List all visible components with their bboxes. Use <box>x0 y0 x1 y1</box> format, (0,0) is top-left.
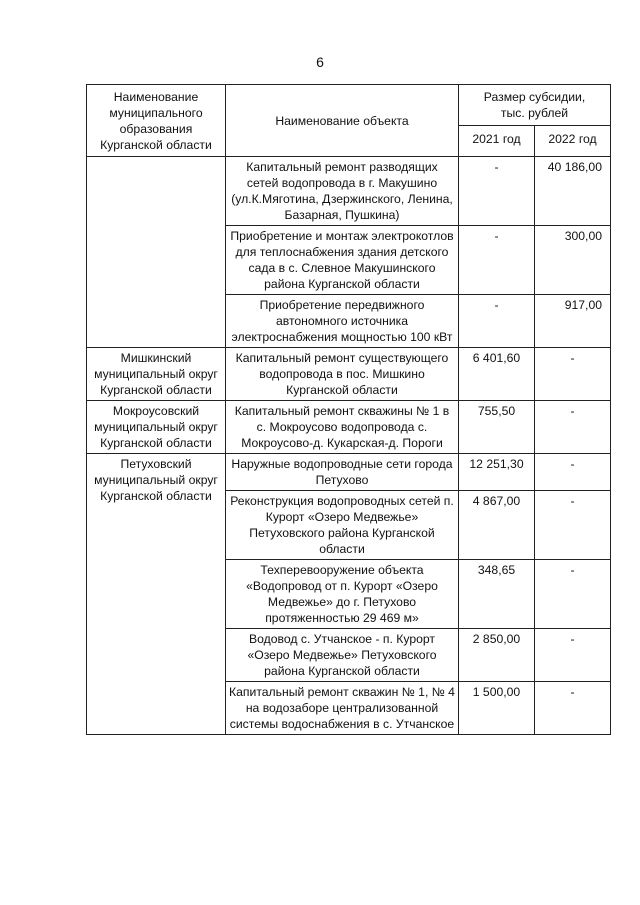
value-2021-cell: 4 867,00 <box>459 491 535 560</box>
value-2021-cell: - <box>459 295 535 348</box>
header-municipality: Наименование муниципального образования Курганской области <box>87 85 226 157</box>
value-2021-cell: - <box>459 226 535 295</box>
value-2022-cell: 917,00 <box>535 295 611 348</box>
value-2021-cell: 348,65 <box>459 560 535 629</box>
value-2022-cell: 40 186,00 <box>535 157 611 226</box>
value-2021-cell: - <box>459 157 535 226</box>
header-year-2022: 2022 год <box>535 126 611 157</box>
municipality-cell: Петуховский муниципальный округ Курганской области <box>87 454 226 735</box>
value-2022-cell: 300,00 <box>535 226 611 295</box>
municipality-cell <box>87 157 226 348</box>
object-cell: Техперевооружение объекта «Водопровод от п. Курорт «Озеро Медвежье» до г. Петухово протяженностью 29 469 м» <box>226 560 459 629</box>
object-cell: Капитальный ремонт существующего водопровода в пос. Мишкино Курганской области <box>226 348 459 401</box>
value-2021-cell: 12 251,30 <box>459 454 535 491</box>
object-cell: Наружные водопроводные сети города Петухово <box>226 454 459 491</box>
municipality-cell: Мишкинский муниципальный округ Курганской области <box>87 348 226 401</box>
value-2021-cell: 755,50 <box>459 401 535 454</box>
subsidy-table <box>86 84 611 735</box>
value-2021-cell: 1 500,00 <box>459 682 535 735</box>
value-2022-cell: - <box>535 401 611 454</box>
object-cell: Приобретение передвижного автономного источника электроснабжения мощностью 100 кВт <box>226 295 459 348</box>
object-cell: Капитальный ремонт скважин № 1, № 4 на водозаборе централизованной системы водоснабжения в с. Утчанское <box>226 682 459 735</box>
value-2021-cell: 2 850,00 <box>459 629 535 682</box>
value-2022-cell: - <box>535 348 611 401</box>
header-row <box>87 85 611 126</box>
value-2022-cell: - <box>535 629 611 682</box>
table-row <box>87 401 611 454</box>
header-year-2021: 2021 год <box>459 126 535 157</box>
header-object: Наименование объекта <box>226 85 459 157</box>
page-number: 6 <box>316 54 324 70</box>
municipality-cell: Мокроусовский муниципальный округ Курганской области <box>87 401 226 454</box>
table-row <box>87 348 611 401</box>
value-2022-cell: - <box>535 682 611 735</box>
value-2022-cell: - <box>535 454 611 491</box>
table-row <box>87 454 611 491</box>
object-cell: Водовод с. Утчанское - п. Курорт «Озеро Медвежье» Петуховского района Курганской области <box>226 629 459 682</box>
table-body <box>87 157 611 735</box>
object-cell: Капитальный ремонт разводящих сетей водопровода в г. Макушино (ул.К.Мяготина, Дзержинского, Ленина, Базарная, Пушкина) <box>226 157 459 226</box>
value-2022-cell: - <box>535 560 611 629</box>
table-row <box>87 157 611 226</box>
header-subsidy: Размер субсидии, тыс. рублей <box>459 85 611 126</box>
object-cell: Приобретение и монтаж электрокотлов для теплоснабжения здания детского сада в с. Слевное Макушинского района Курганской области <box>226 226 459 295</box>
object-cell: Реконструкция водопроводных сетей п. Курорт «Озеро Медвежье» Петуховского района Курганской области <box>226 491 459 560</box>
value-2021-cell: 6 401,60 <box>459 348 535 401</box>
object-cell: Капитальный ремонт скважины № 1 в с. Мокроусово водопровода с. Мокроусово-д. Кукарская-д. Пороги <box>226 401 459 454</box>
value-2022-cell: - <box>535 491 611 560</box>
